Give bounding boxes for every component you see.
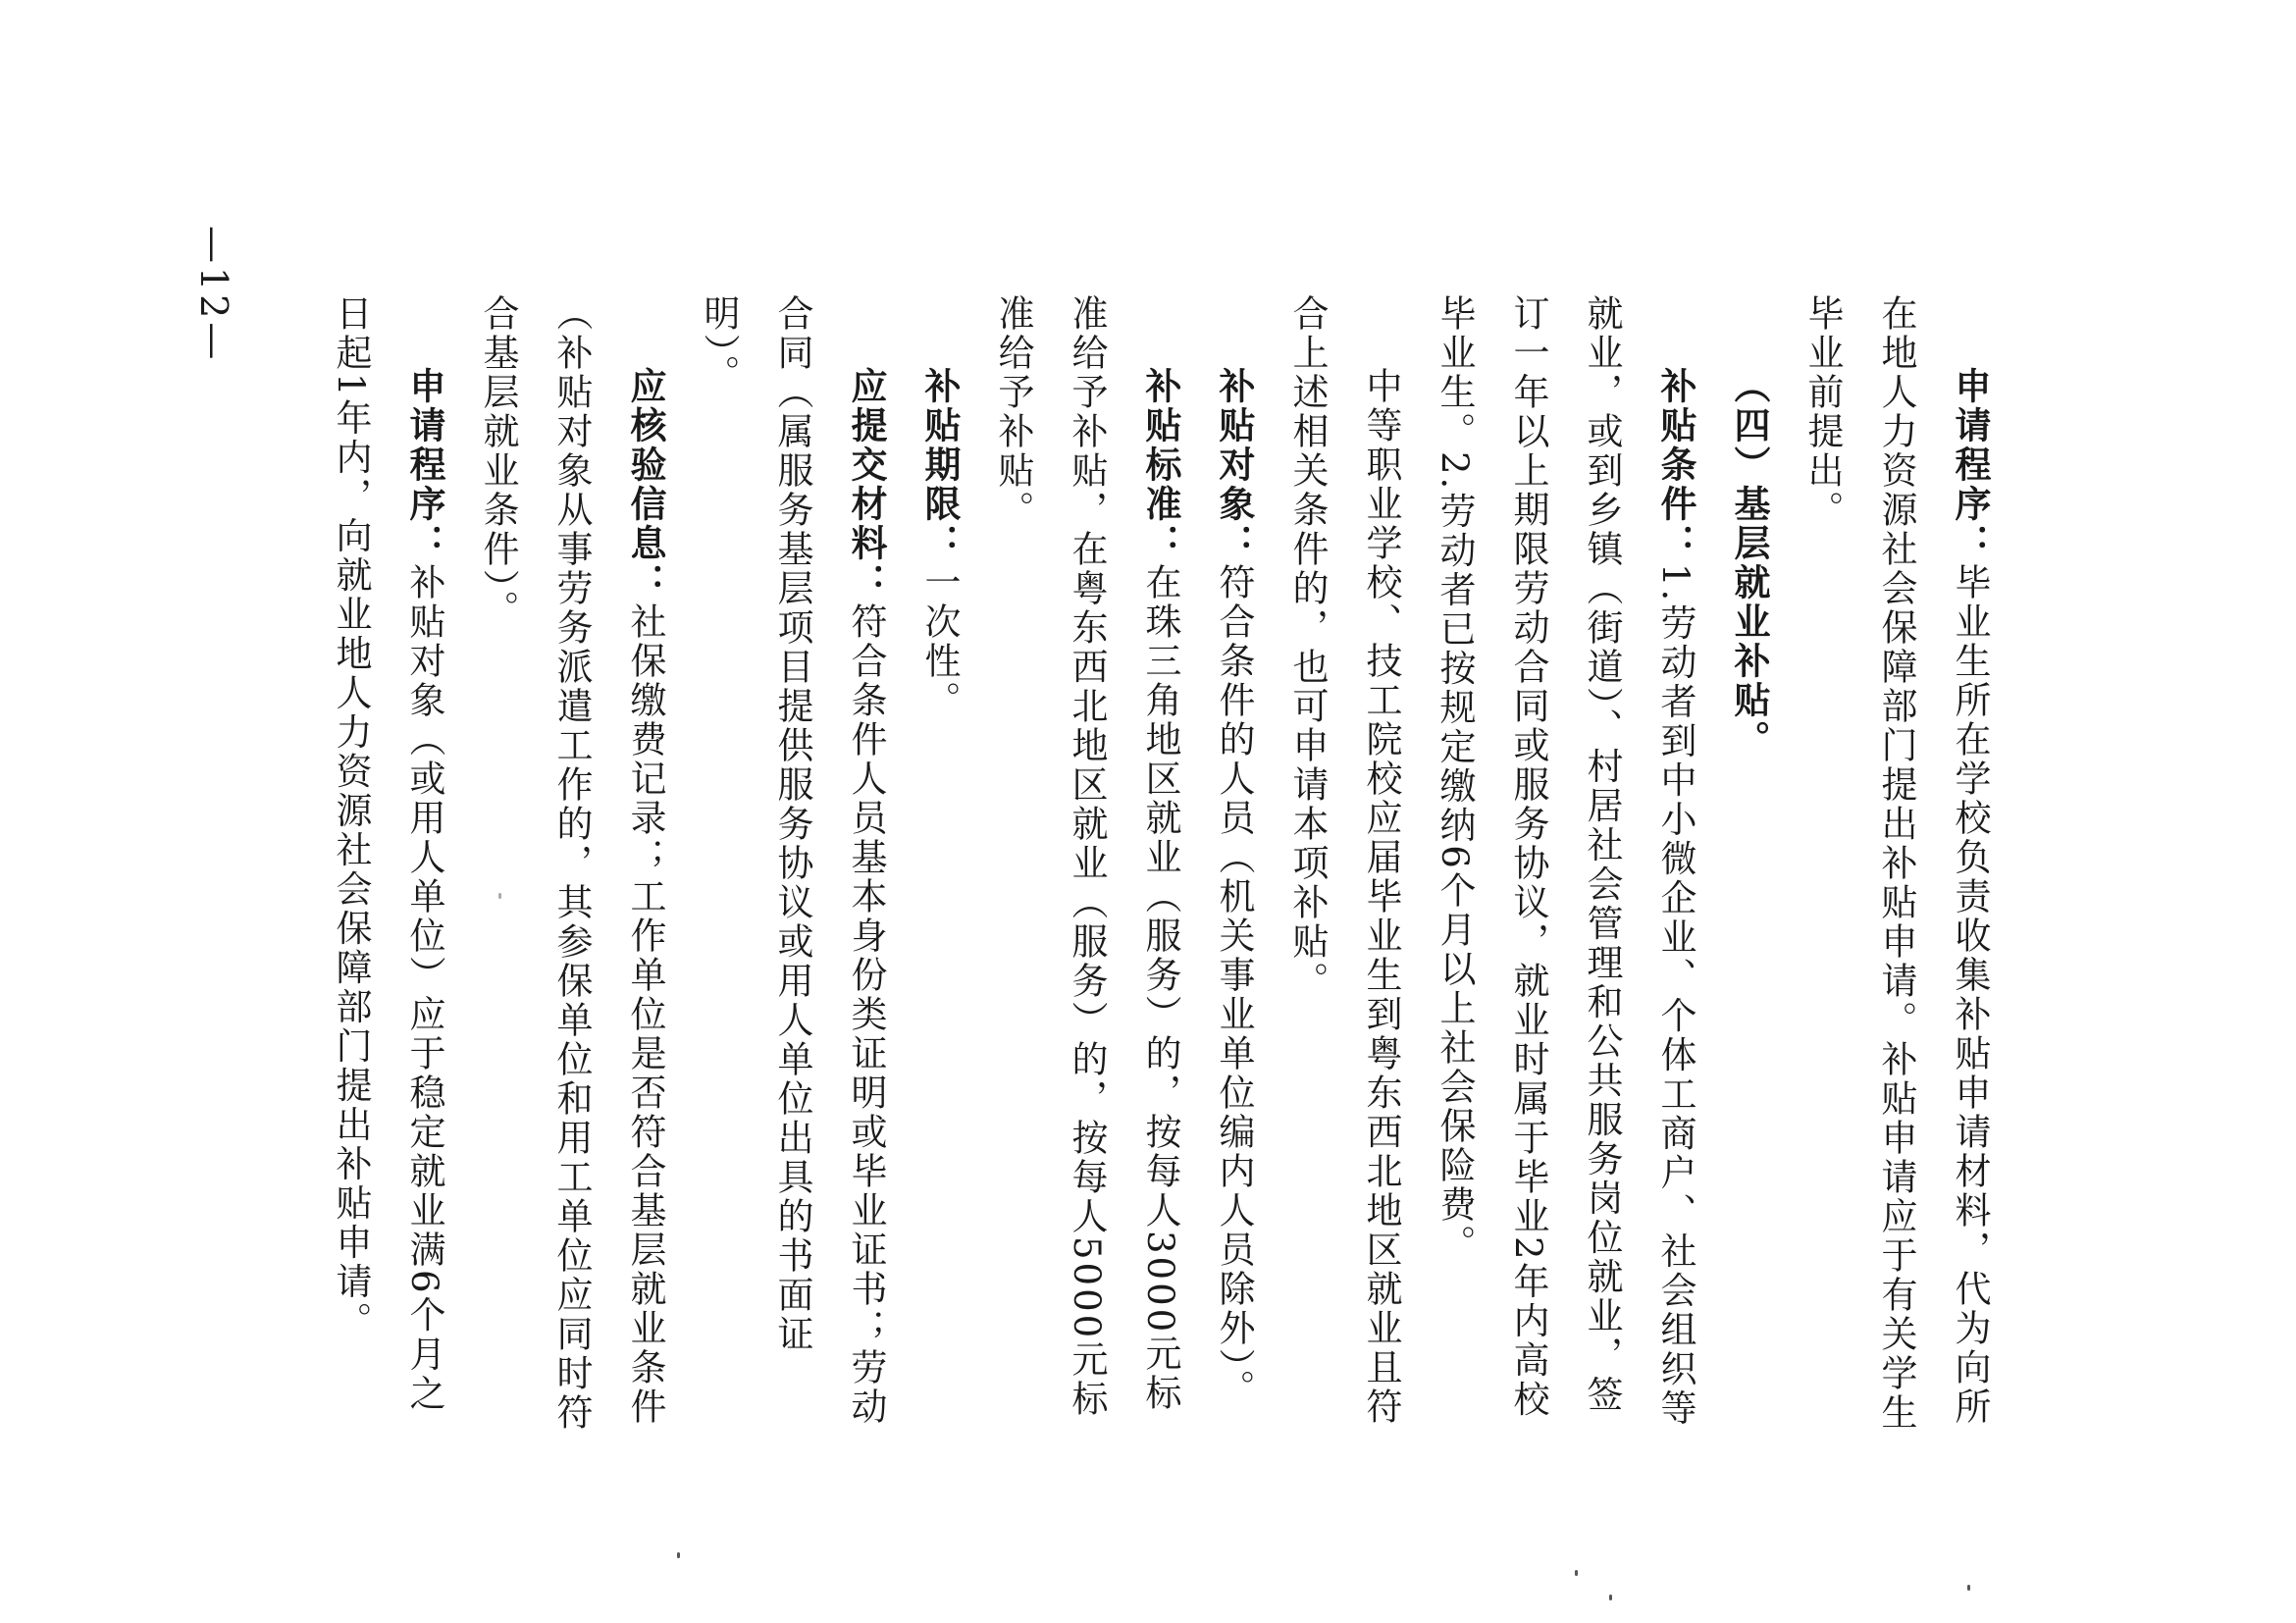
- paragraph-subsidy-target: [1197, 294, 1271, 1433]
- label-subsidy-standard: 补贴标准：: [1139, 367, 1181, 563]
- scan-speck: [1609, 1595, 1612, 1600]
- label-subsidy-conditions: 补贴条件：: [1654, 367, 1696, 563]
- paragraph-required-materials: [682, 294, 903, 1433]
- paragraph-text: 符合条件人员基本身份类证明或毕业证书；劳动合同（属服务基层项目提供服务协议或用人单位出具的书面证明）。: [698, 294, 887, 1427]
- scan-speck: [498, 893, 501, 899]
- paragraph-text: 一次性。: [918, 563, 961, 720]
- page-number: —12—: [192, 226, 235, 364]
- paragraph-text: 社保缴费记录；工作单位是否符合基层就业条件（补贴对象从事劳务派遣工作的，其参保单位和用工单位应同时符合基层就业条件）。: [477, 294, 666, 1433]
- paragraph-text: 毕业生所在学校负责收集补贴申请材料，代为向所在地人力资源社会保障部门提出补贴申请。补贴申请应于有关学生毕业前提出。: [1801, 294, 1991, 1433]
- section-heading-grassroots-subsidy: [1712, 294, 1786, 1433]
- paragraph-text: 1.劳动者到中小微企业、个体工商户、社会组织等就业，或到乡镇（街道）、村居社会管理和公共服务岗位就业，签订一年以上期限劳动合同或服务协议，就业时属于毕业2年内高校毕业生。2.劳动者已按规定缴纳6个月以上社会保险费。: [1434, 294, 1696, 1429]
- label-application-procedure: 申请程序：: [1949, 367, 1991, 563]
- paragraph-subsidy-period: [903, 294, 976, 1433]
- label-subsidy-target: 补贴对象：: [1213, 367, 1255, 563]
- scan-speck: [1967, 1585, 1970, 1591]
- heading-text: （四）基层就业补贴。: [1728, 367, 1770, 759]
- label-subsidy-period: 补贴期限：: [918, 367, 961, 563]
- paragraph-text: 在珠三角地区就业（服务）的，按每人3000元标准给予补贴，在粤东西北地区就业（服务）的，按每人5000元标准给予补贴。: [992, 294, 1181, 1420]
- paragraph-text: 补贴对象（或用人单位）应于稳定就业满6个月之日起1年内，向就业地人力资源社会保障部门提出补贴申请。: [330, 294, 445, 1414]
- document-body: [314, 294, 2007, 1433]
- paragraph-vocational-graduates: [1271, 294, 1418, 1433]
- paragraph-application-procedure-1: [1786, 294, 2007, 1433]
- scan-speck: [677, 1552, 680, 1558]
- paragraph-text: 符合条件的人员（机关事业单位编内人员除外）。: [1213, 563, 1255, 1409]
- paragraph-application-procedure-2: [314, 294, 461, 1433]
- label-required-materials: 应提交材料：: [845, 367, 887, 602]
- paragraph-subsidy-conditions: [1418, 294, 1712, 1433]
- label-verification-info: 应核验信息：: [624, 367, 666, 602]
- label-application-procedure: 申请程序：: [403, 367, 445, 563]
- scan-speck: [1575, 1570, 1578, 1576]
- paragraph-subsidy-standard: [976, 294, 1197, 1433]
- paragraph-verification-info: [461, 294, 682, 1433]
- paragraph-text: 中等职业学校、技工院校应届毕业生到粤东西北地区就业且符合上述相关条件的，也可申请本项补贴。: [1286, 294, 1402, 1427]
